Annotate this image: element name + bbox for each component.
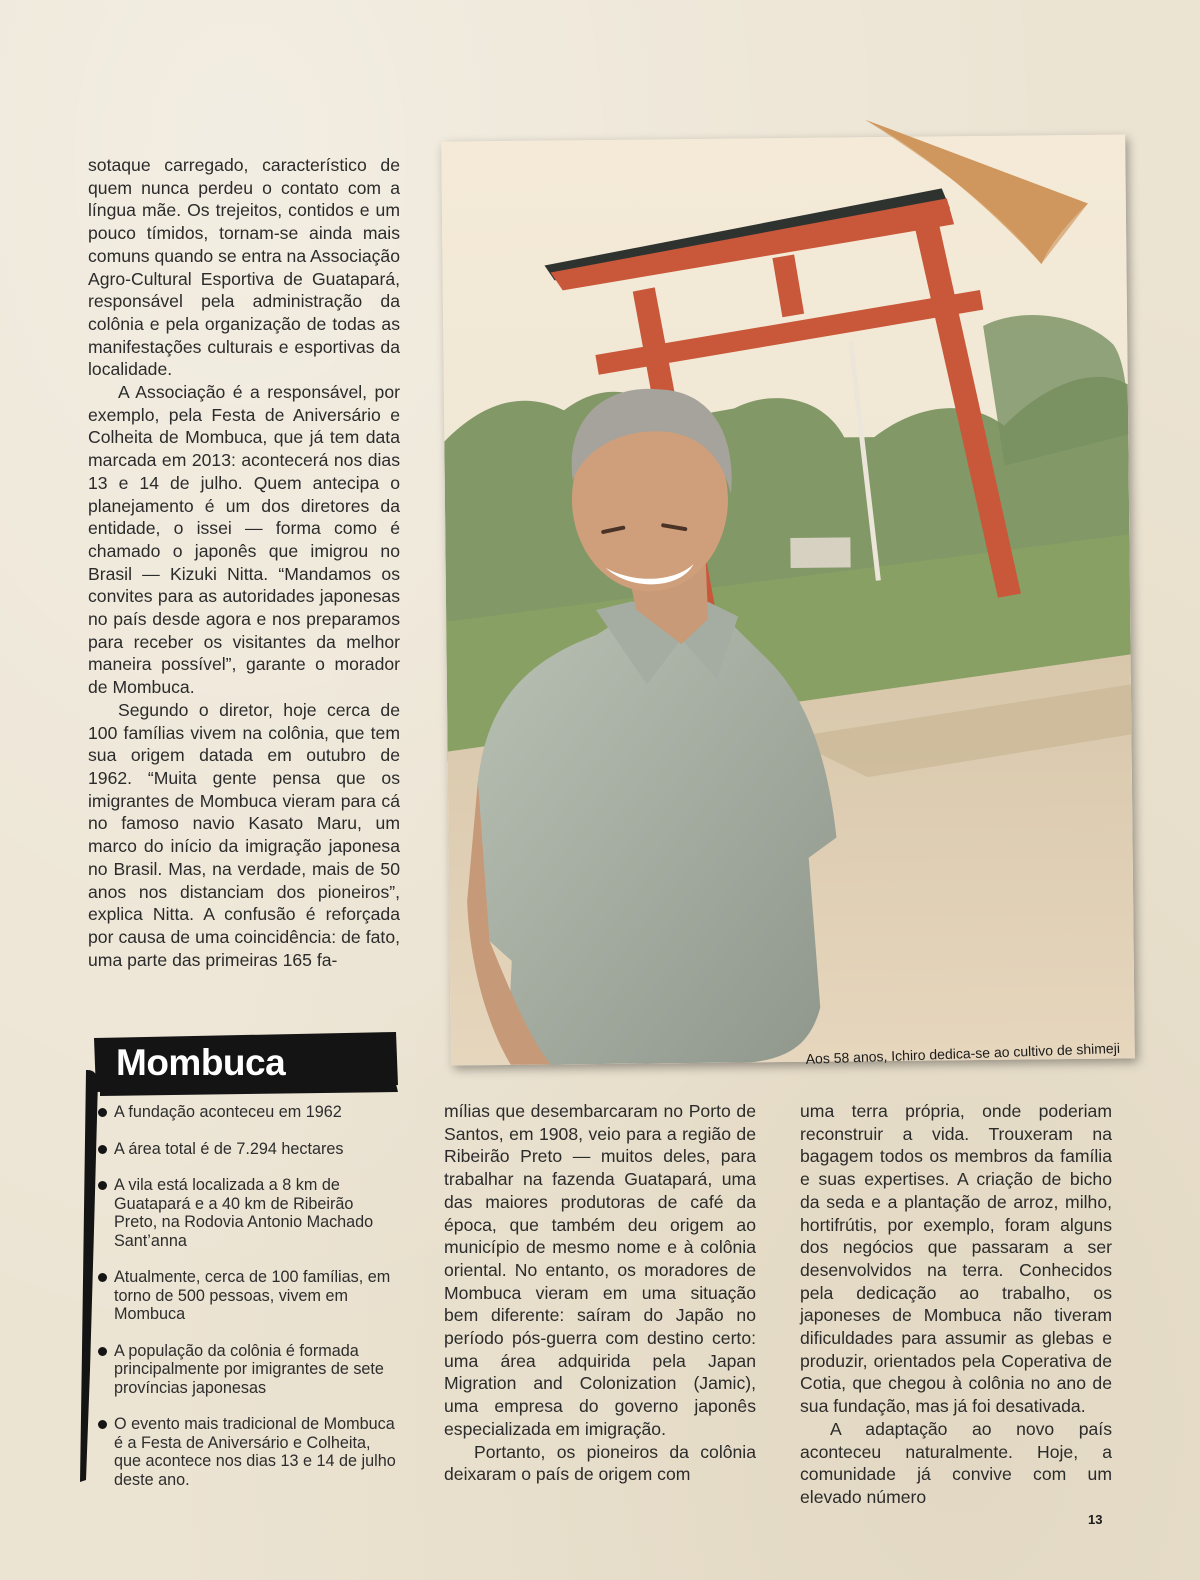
photo-illustration bbox=[441, 134, 1135, 1065]
paragraph: A Associação é a responsável, por exemplo, pela Festa de Aniversário e Colheita de Mombuca, que já tem data marcada em 2013: acontecerá nos dias 13 e 14 de julho. Quem antecipa o planejamento é um dos diretores da entidade, o issei — forma como é chamado o japonês que imigrou no Brasil — Kizuki Nitta. “Mandamos os convites para as autoridades japonesas no país desde agora e nos preparamos para receber os visitantes da melhor maneira possível”, garante o morador de Mombuca. bbox=[88, 382, 400, 698]
bullet-icon bbox=[98, 1273, 107, 1282]
paragraph: mílias que desembarcaram no Porto de Santos, em 1908, veio para a região de Ribeirão Preto — muitos deles, para trabalhar na fazenda Guatapará, uma das maiores produtoras de café da época, que também deu origem ao município de mesmo nome e à colônia oriental. No entanto, os moradores de Mombuca vieram em uma situação bem diferente: saíram do Japão no período pós-guerra com destino certo: uma área adquirida pela Japan Migration and Colonization (Jamic), uma empresa do governo japonês especializada em imigração. bbox=[444, 1101, 756, 1439]
fact-text: A fundação aconteceu em 1962 bbox=[114, 1103, 342, 1121]
article-column-1 bbox=[88, 154, 400, 971]
page-curl-decoration bbox=[852, 120, 1104, 274]
fact-item bbox=[96, 1176, 396, 1250]
photo-ichiro-torii bbox=[441, 134, 1135, 1065]
article-column-2 bbox=[444, 1100, 756, 1486]
paragraph: Segundo o diretor, hoje cerca de 100 famílias vivem na colônia, que tem sua origem datada em outubro de 1962. “Muita gente pensa que os imigrantes de Mombuca vieram para cá no famoso navio Kasato Maru, um marco do início da imigração japonesa no Brasil. Mas, na verdade, mais de 50 anos nos distanciam dos pioneiros”, explica Nitta. A confusão é reforçada por causa de uma coincidência: de fato, uma parte das primeiras 165 fa- bbox=[88, 699, 400, 970]
paragraph: Portanto, os pioneiros da colônia deixaram o país de origem com bbox=[444, 1441, 756, 1485]
page-number: 13 bbox=[1088, 1512, 1103, 1527]
fact-text: A vila está localizada a 8 km de Guatapará e a 40 km de Ribeirão Preto, na Rodovia Antonio Machado Sant’anna bbox=[114, 1176, 374, 1250]
fact-item bbox=[96, 1415, 396, 1489]
bullet-icon bbox=[98, 1347, 107, 1356]
fact-text: O evento mais tradicional de Mombuca é a Festa de Aniversário e Colheita, que acontece nos dias 13 e 14 de julho deste ano. bbox=[114, 1415, 396, 1489]
facts-list bbox=[96, 1103, 396, 1507]
sidebar-title: Mombuca bbox=[116, 1042, 286, 1083]
photo-caption: Aos 58 anos, Ichiro dedica-se ao cultivo de shimeji bbox=[805, 1039, 1121, 1067]
article-column-3 bbox=[800, 1100, 1112, 1509]
paragraph: uma terra própria, onde poderiam reconstruir a vida. Trouxeram na bagagem todos os membros da família e suas expertises. A criação de bicho da seda e a plantação de arroz, milho, hortifrútis, por exemplo, foram alguns dos negócios que passaram a ser desenvolvidos na terra. Conhecidos pela dedicação ao trabalho, os japoneses de Mombuca não tiveram dificuldades para assumir as glebas e produzir, orientados pela Coperativa de Cotia, que chegou à colônia no ano de sua fundação, mas já foi desativada. bbox=[800, 1101, 1112, 1417]
fact-item bbox=[96, 1268, 396, 1324]
paragraph: A adaptação ao novo país aconteceu naturalmente. Hoje, a comunidade já convive com um elevado número bbox=[800, 1418, 1112, 1507]
fact-text: A área total é de 7.294 hectares bbox=[114, 1139, 344, 1158]
fact-item bbox=[96, 1140, 396, 1159]
paragraph: sotaque carregado, característico de quem nunca perdeu o contato com a língua mãe. Os trejeitos, contidos e um pouco tímidos, tornam-se ainda mais comuns quando se entra na Associação Agro-Cultural Esportiva de Guatapará, responsável pela administração da colônia e pela organização de todas as manifestações culturais e esportivas da localidade. bbox=[88, 155, 401, 380]
bullet-icon bbox=[98, 1108, 107, 1117]
fact-item bbox=[96, 1342, 396, 1398]
bullet-icon bbox=[98, 1145, 107, 1154]
bullet-icon bbox=[98, 1181, 107, 1190]
fact-text: A população da colônia é formada principalmente por imigrantes de sete províncias japonesas bbox=[114, 1341, 384, 1397]
fact-item bbox=[96, 1103, 396, 1122]
fact-text: Atualmente, cerca de 100 famílias, em torno de 500 pessoas, vivem em Mombuca bbox=[114, 1268, 391, 1323]
bullet-icon bbox=[98, 1420, 107, 1429]
